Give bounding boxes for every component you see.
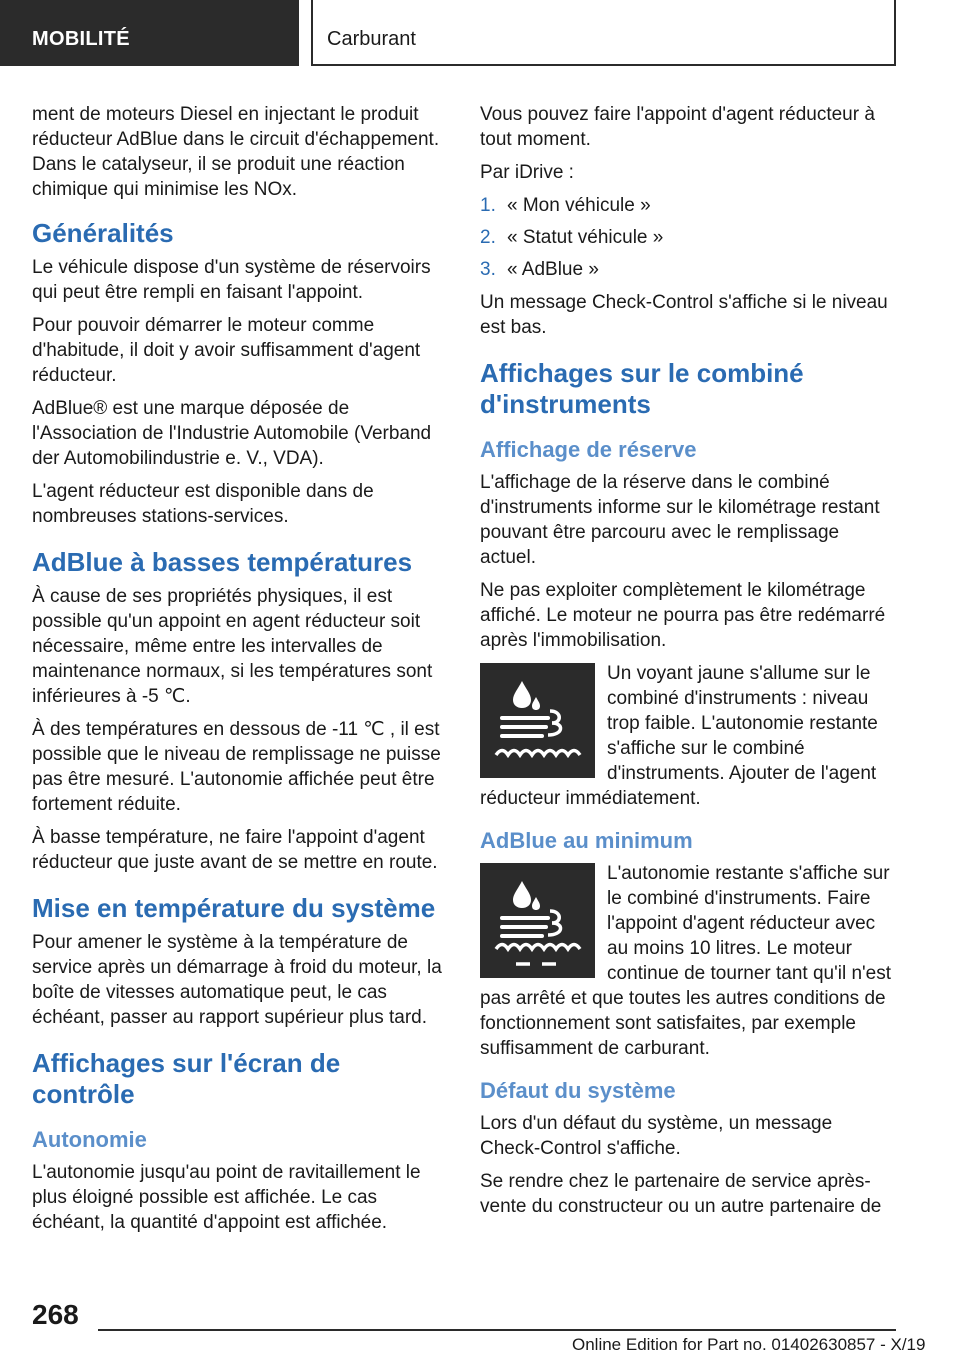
footer-edition: Online Edition for Part no. 01402630857 - X/19 [572, 1335, 926, 1354]
step-number: 3. [480, 259, 496, 280]
paragraph: L'affichage de la réserve dans le combiné d'instruments informe sur le kilométrage restant pouvant être parcouru avec le remplissage actuel. [480, 472, 880, 568]
paragraph: Par iDrive : [480, 162, 574, 183]
paragraph: L'autonomie jusqu'au point de ravitaillement le plus éloigné possible est affichée. Le cas échéant, la quantité d'appoint est affichée. [32, 1162, 421, 1233]
list-item [480, 257, 895, 282]
reserve-icon-text: Un voyant jaune s'allume sur le combiné d'instruments : niveau trop faible. L'autonomie restante s'affiche sur le combiné d'instruments. Ajouter de l'agent réducteur immédiatement. [480, 663, 878, 809]
intro-paragraph: ment de moteurs Diesel en injectant le produit réducteur AdBlue dans le circuit d'échappement. Dans le catalyseur, il se produit une réaction chimique qui minimise les NOx. [32, 104, 440, 200]
page-header [0, 0, 960, 66]
list-item [480, 225, 895, 250]
paragraph: Se rendre chez le partenaire de service après-vente du constructeur ou un autre partenaire de [480, 1171, 882, 1217]
minimum-icon-block [480, 861, 895, 1061]
footer-divider [98, 1329, 896, 1331]
list-item [480, 193, 895, 218]
paragraph: Pour amener le système à la température de service après un démarrage à froid du moteur, la boîte de vitesses automatique peut, le cas échéant, passer au rapport supérieur plus tard. [32, 932, 442, 1028]
right-column [480, 102, 895, 1227]
adblue-minimum-icon [480, 863, 595, 978]
subheading-affichage-reserve: Affichage de réserve [480, 437, 697, 462]
step-number: 2. [480, 227, 496, 248]
subheading-autonomie: Autonomie [32, 1127, 147, 1152]
section-tab: MOBILITÉ [0, 0, 299, 66]
step-text: « Mon véhicule » [507, 195, 651, 216]
step-text: « Statut véhicule » [507, 227, 664, 248]
paragraph: Lors d'un défaut du système, un message Check-Control s'affiche. [480, 1113, 833, 1159]
paragraph: L'agent réducteur est disponible dans de nombreuses stations-services. [32, 481, 374, 527]
heading-mise-en-temperature: Mise en température du système [32, 893, 436, 923]
paragraph: À des températures en dessous de -11 ℃ , il est possible que le niveau de remplissage ne puisse pas être mesuré. L'autonomie affichée peut être fortement réduite. [32, 719, 441, 815]
page-number: 268 [32, 1299, 79, 1330]
idrive-steps [480, 193, 895, 282]
heading-generalites: Généralités [32, 218, 174, 248]
paragraph: Un message Check-Control s'affiche si le niveau est bas. [480, 292, 888, 338]
reserve-icon-block [480, 661, 895, 811]
step-text: « AdBlue » [507, 259, 599, 280]
paragraph: AdBlue® est une marque déposée de l'Association de l'Industrie Automobile (Verband der Automobilindustrie e. V., VDA). [32, 398, 432, 469]
heading-affichages-ecran: Affichages sur l'écran de contrôle [32, 1048, 341, 1109]
chapter-tab: Carburant [311, 0, 896, 66]
minimum-icon-text: L'autonomie restante s'affiche sur le combiné d'instruments. Faire l'appoint d'agent réducteur avec au moins 10 litres. Le moteur continue de tourner tant qu'il n'est pas arrêté et que toutes les autres conditions de fonctionnement sont satisfaites, par exemple suffisamment de carburant. [480, 863, 891, 1059]
paragraph: À basse température, ne faire l'appoint d'agent réducteur que juste avant de se mettre en route. [32, 827, 438, 873]
paragraph: À cause de ses propriétés physiques, il est possible qu'un appoint en agent réducteur soit nécessaire, même entre les intervalles de maintenance normaux, si les températures sont inférieures à -5 ℃. [32, 586, 433, 707]
left-column [32, 102, 447, 1243]
step-number: 1. [480, 195, 496, 216]
paragraph: Le véhicule dispose d'un système de réservoirs qui peut être rempli en faisant l'appoint. [32, 257, 431, 303]
subheading-adblue-minimum: AdBlue au minimum [480, 828, 693, 853]
paragraph: Ne pas exploiter complètement le kilométrage affiché. Le moteur ne pourra pas être redémarré après l'immobilisation. [480, 580, 886, 651]
adblue-reserve-icon [480, 663, 595, 778]
heading-basses-temperatures: AdBlue à basses températures [32, 547, 413, 577]
paragraph: Vous pouvez faire l'appoint d'agent réducteur à tout moment. [480, 104, 875, 150]
paragraph: Pour pouvoir démarrer le moteur comme d'habitude, il doit y avoir suffisamment d'agent réducteur. [32, 315, 421, 386]
subheading-defaut-systeme: Défaut du système [480, 1078, 676, 1103]
heading-affichages-combine: Affichages sur le combiné d'instruments [480, 358, 804, 419]
